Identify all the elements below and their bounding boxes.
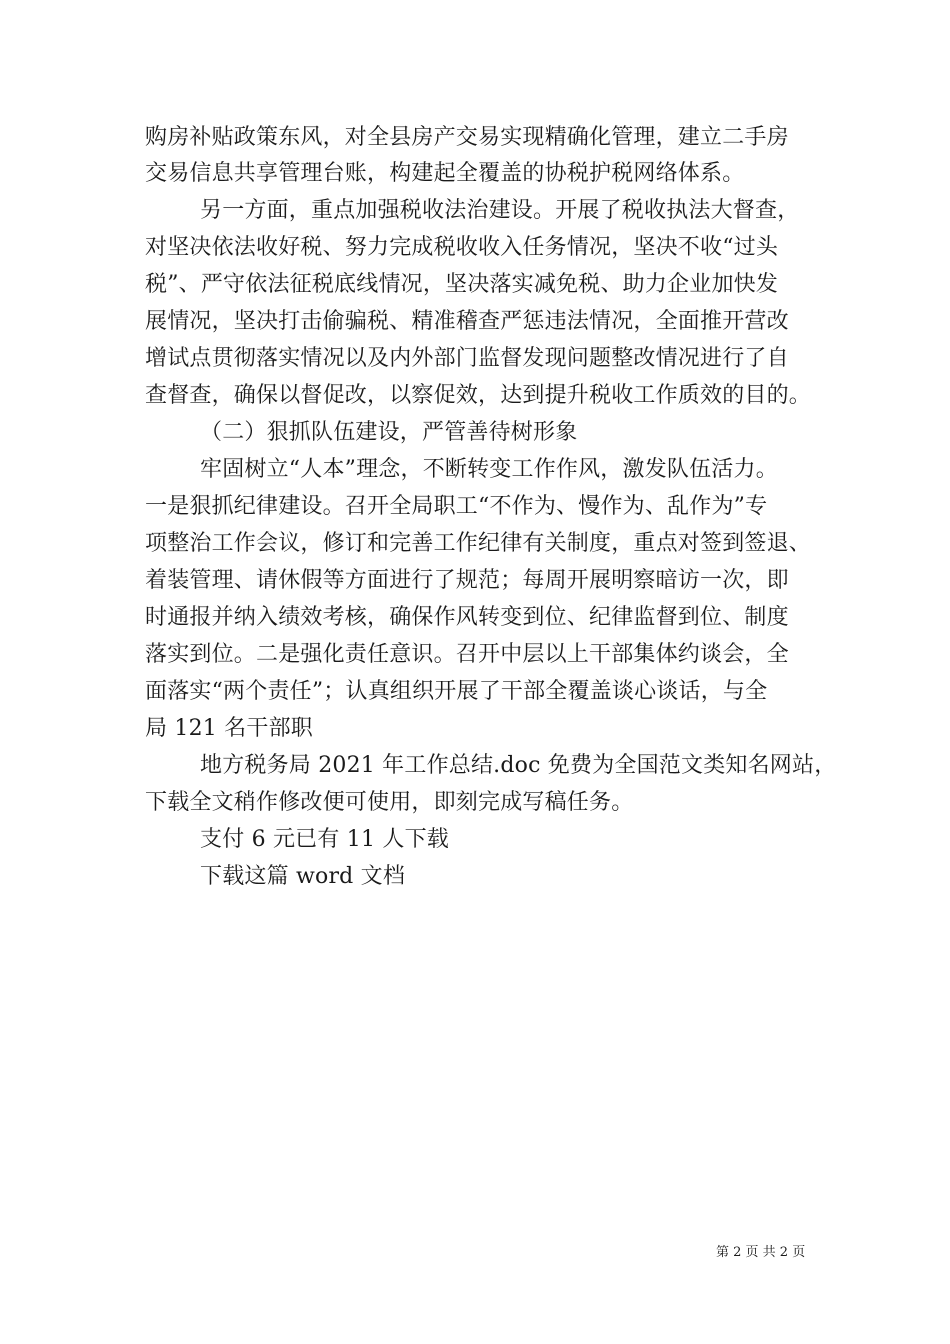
paragraph-line: 地方税务局 2021 年工作总结.doc 免费为全国范文类知名网站， (200, 753, 837, 778)
paragraph-line: 项整治工作会议，修订和完善工作纪律有关制度，重点对签到签退、 (145, 531, 812, 556)
paragraph-line: 另一方面，重点加强税收法治建设。开展了税收执法大督查， (200, 198, 800, 223)
paragraph-line: 展情况，坚决打击偷骗税、精准稽查严惩违法情况，全面推开营改 (145, 309, 789, 334)
paragraph-line: 局 121 名干部职 (145, 716, 313, 741)
paragraph-line: 牢固树立“人本”理念，不断转变工作作风，激发队伍活力。 (200, 457, 778, 482)
download-count-text: 支付 6 元已有 11 人下载 (200, 827, 449, 852)
paragraph-line: 下载全文稍作修改便可使用，即刻完成写稿任务。 (145, 790, 634, 815)
paragraph-line: 时通报并纳入绩效考核，确保作风转变到位、纪律监督到位、制度 (145, 605, 789, 630)
paragraph-line: 税”、严守依法征税底线情况，坚决落实减免税、助力企业加快发 (145, 272, 779, 297)
section-heading: （二）狠抓队伍建设，严管善待树形象 (200, 420, 578, 445)
paragraph-line: 增试点贯彻落实情况以及内外部门监督发现问题整改情况进行了自 (145, 346, 789, 371)
paragraph-line: 一是狠抓纪律建设。召开全局职工“不作为、慢作为、乱作为”专 (145, 494, 768, 519)
paragraph-line: 落实到位。二是强化责任意识。召开中层以上干部集体约谈会，全 (145, 642, 789, 667)
paragraph-line: 购房补贴政策东风，对全县房产交易实现精确化管理，建立二手房 (145, 125, 789, 150)
download-word-link[interactable]: 下载这篇 word 文档 (200, 864, 406, 889)
paragraph-line: 对坚决依法收好税、努力完成税收收入任务情况，坚决不收“过头 (145, 235, 779, 260)
paragraph-line: 着装管理、请休假等方面进行了规范；每周开展明察暗访一次，即 (145, 568, 789, 593)
paragraph-line: 面落实“两个责任”；认真组织开展了干部全覆盖谈心谈话，与全 (145, 679, 768, 704)
page-number-footer: 第 2 页 共 2 页 (716, 1245, 806, 1260)
paragraph-line: 交易信息共享管理台账，构建起全覆盖的协税护税网络体系。 (145, 161, 745, 186)
paragraph-line: 查督查，确保以督促改，以察促效，达到提升税收工作质效的目的。 (145, 383, 812, 408)
